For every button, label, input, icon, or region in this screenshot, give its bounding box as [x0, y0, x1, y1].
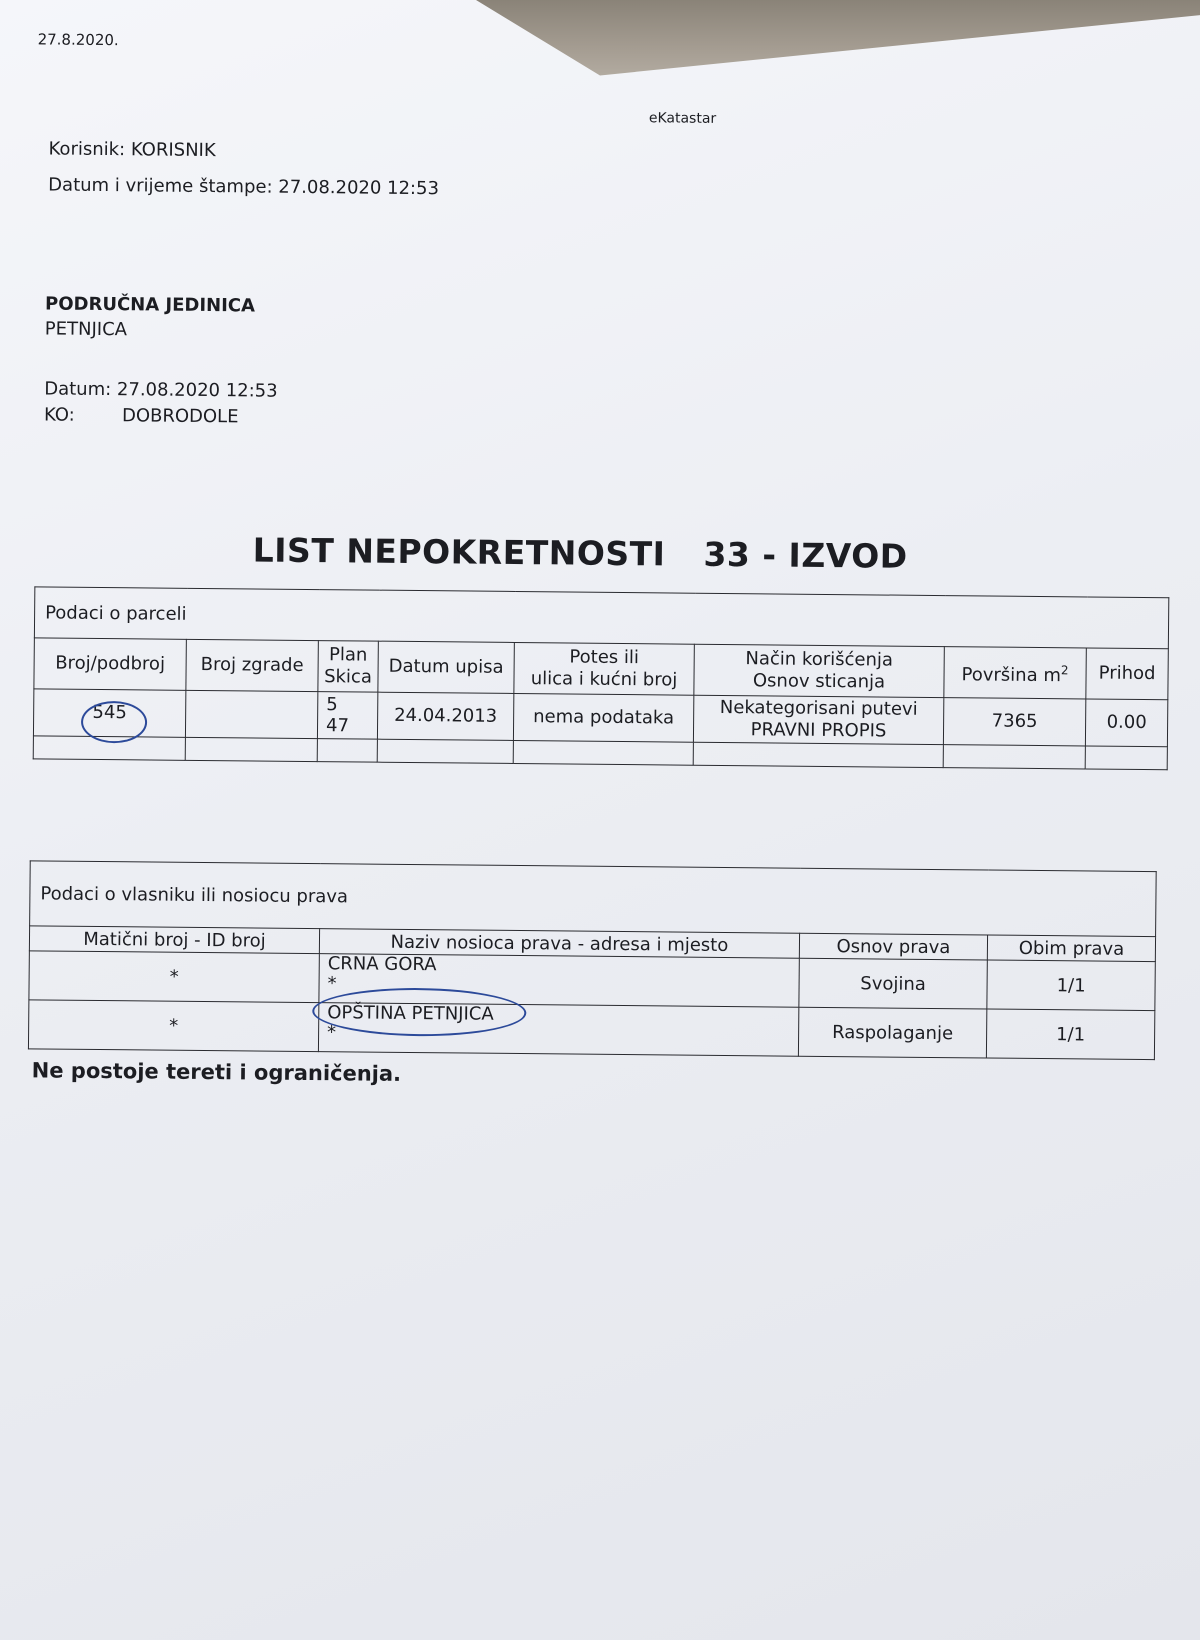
parcel-caption: Podaci o parceli [34, 587, 1169, 649]
cell-nacin-value: Nekategorisani putevi [719, 696, 918, 720]
owner-id: * [28, 1000, 318, 1052]
empty-cell [943, 745, 1085, 769]
empty-cell [693, 742, 943, 767]
cell-prihod: 0.00 [1085, 699, 1168, 747]
owner-address: * [327, 1022, 337, 1044]
print-time-label: Datum i vrijeme štampe: [48, 174, 273, 198]
header-nacin-line2: Osnov sticanja [752, 670, 886, 693]
user-label: Korisnik: [48, 138, 126, 161]
pen-circle-parcel-number [81, 701, 147, 744]
encumbrance-note: Ne postoje tereti i ograničenja. [31, 1058, 402, 1086]
user-value: KORISNIK [130, 139, 216, 162]
owner-id: * [29, 951, 319, 1003]
header-potes [514, 642, 694, 695]
cell-nacin [693, 695, 943, 744]
empty-cell [317, 739, 377, 763]
header-plan [318, 641, 378, 693]
parcel-table [33, 586, 1170, 770]
cell-plan [317, 692, 377, 740]
header-povrsina-sup: 2 [1060, 663, 1069, 678]
header-plan-line2: Skica [324, 666, 373, 688]
header-nacin-line1: Način korišćenja [745, 648, 894, 671]
date-label: Datum: [44, 378, 112, 401]
header-osnov-prava: Osnov prava [799, 933, 987, 960]
cell-plan-value: 5 [326, 694, 338, 716]
app-name: eKatastar [648, 110, 717, 127]
owners-caption: Podaci o vlasniku ili nosiocu prava [30, 861, 1157, 937]
ko-label: KO: [43, 404, 75, 426]
unit-place: PETNJICA [44, 318, 128, 341]
owner-name: OPŠTINA PETNJICA [327, 1002, 494, 1025]
header-zgrada: Broj zgrade [186, 639, 318, 691]
owner-basis: Svojina [799, 958, 987, 1009]
cell-skica-value: 47 [325, 715, 350, 737]
date-value: 27.08.2020 12:53 [116, 379, 278, 402]
owner-name: CRNA GORA [327, 953, 437, 976]
header-povrsina-text: Površina m [961, 664, 1062, 687]
header-potes-line1: Potes ili [569, 646, 640, 669]
unit-name: PODRUČNA JEDINICA [44, 293, 256, 317]
cell-broj: 545 [33, 689, 185, 737]
ko-line [43, 404, 239, 428]
table-row [28, 1000, 1154, 1060]
document-title [253, 530, 908, 575]
owner-share: 1/1 [987, 960, 1156, 1011]
header-potes-line2: ulica i kućni broj [530, 668, 678, 691]
cell-datum: 24.04.2013 [377, 692, 513, 740]
empty-cell [513, 740, 693, 765]
owner-share: 1/1 [986, 1009, 1155, 1060]
owner-address: * [327, 973, 337, 995]
print-time-value: 27.08.2020 12:53 [278, 176, 440, 200]
title-main: LIST NEPOKRETNOSTI [252, 530, 666, 574]
header-broj: Broj/podbroj [34, 638, 186, 690]
cell-povrsina: 7365 [943, 698, 1085, 746]
user-line [48, 138, 215, 161]
title-number: 33 - IZVOD [703, 534, 908, 576]
header-datum: Datum upisa [378, 641, 514, 693]
header-povrsina [944, 647, 1086, 699]
header-id: Matični broj - ID broj [29, 926, 319, 954]
cell-osnov-value: PRAVNI PROPIS [750, 719, 887, 742]
empty-cell [377, 739, 513, 763]
header-obim-prava: Obim prava [987, 935, 1155, 962]
header-plan-line1: Plan [328, 644, 368, 666]
empty-cell [1085, 746, 1167, 770]
cell-potes: nema podataka [513, 693, 693, 742]
empty-cell [185, 737, 317, 761]
browser-print-date: 27.8.2020. [37, 30, 119, 50]
header-naziv: Naziv nosioca prava - adresa i mjesto [319, 929, 799, 959]
owners-table [28, 860, 1157, 1060]
date-line [44, 378, 278, 401]
ko-value: DOBRODOLE [121, 405, 239, 428]
header-prihod: Prihod [1086, 648, 1169, 700]
print-time-line [48, 174, 439, 199]
owner-basis: Raspolaganje [798, 1007, 986, 1058]
cell-zgrada [185, 690, 317, 738]
header-nacin [694, 644, 944, 697]
